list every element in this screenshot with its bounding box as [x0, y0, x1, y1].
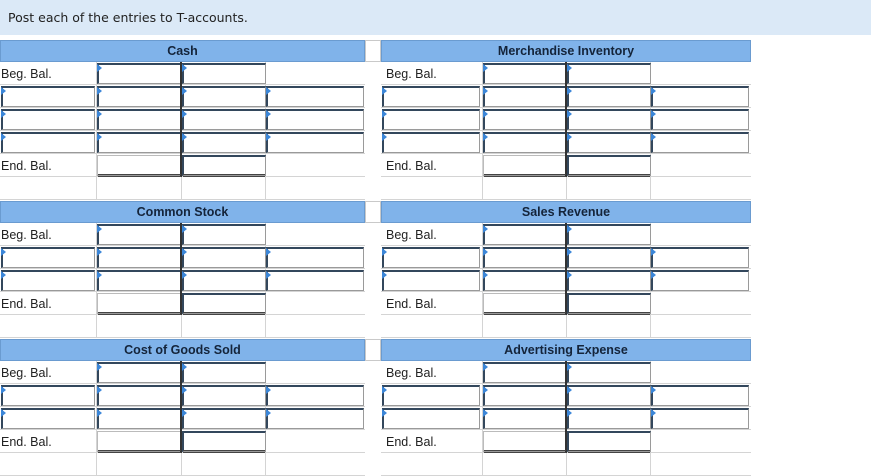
dropdown-flag-icon[interactable] — [266, 87, 271, 95]
entry-input[interactable] — [266, 247, 364, 268]
entry-input[interactable] — [97, 247, 181, 268]
dropdown-flag-icon[interactable] — [266, 409, 271, 417]
beg-balance-input[interactable] — [97, 63, 181, 84]
dropdown-flag-icon[interactable] — [1, 87, 6, 95]
t-account-divider — [565, 131, 567, 154]
dropdown-flag-icon[interactable] — [483, 386, 488, 394]
grid-divider — [265, 177, 266, 200]
beg-bal-label: Beg. Bal. — [1, 67, 52, 81]
account-title-advertising-expense: Advertising Expense — [381, 339, 751, 361]
dropdown-flag-icon[interactable] — [483, 110, 488, 118]
entry-input[interactable] — [483, 132, 567, 153]
end-balance-input[interactable] — [567, 155, 651, 176]
end-balance-input[interactable] — [182, 155, 266, 176]
end-bal-label: End. Bal. — [386, 435, 437, 449]
total-underline — [484, 450, 566, 453]
t-account-divider — [180, 407, 182, 430]
grid-line — [0, 84, 365, 85]
entry-input[interactable] — [651, 109, 749, 130]
grid-divider — [482, 453, 483, 476]
dropdown-flag-icon[interactable] — [182, 363, 187, 371]
t-account-divider — [180, 361, 182, 384]
end-bal-label: End. Bal. — [386, 159, 437, 173]
grid-line — [0, 130, 365, 131]
total-underline — [484, 312, 566, 315]
dropdown-flag-icon[interactable] — [97, 64, 102, 72]
entry-input[interactable] — [1, 408, 95, 429]
grid-divider — [181, 315, 182, 338]
beg-balance-input[interactable] — [567, 63, 651, 84]
end-bal-label: End. Bal. — [1, 297, 52, 311]
end-balance-input[interactable] — [97, 431, 181, 452]
end-balance-input[interactable] — [97, 155, 181, 176]
total-underline — [568, 174, 650, 177]
dropdown-flag-icon[interactable] — [483, 363, 488, 371]
t-account-divider — [180, 131, 182, 154]
entry-input[interactable] — [382, 109, 480, 130]
grid-divider — [265, 315, 266, 338]
dropdown-flag-icon[interactable] — [382, 110, 387, 118]
entry-input[interactable] — [483, 86, 567, 107]
dropdown-flag-icon[interactable] — [182, 110, 187, 118]
grid-line — [0, 383, 365, 384]
grid-divider — [650, 177, 651, 200]
entry-input[interactable] — [483, 270, 567, 291]
dropdown-flag-icon[interactable] — [483, 248, 488, 256]
t-account-divider — [565, 384, 567, 407]
dropdown-flag-icon[interactable] — [651, 271, 656, 279]
t-account-divider — [565, 108, 567, 131]
dropdown-flag-icon[interactable] — [182, 248, 187, 256]
beg-balance-input[interactable] — [483, 362, 567, 383]
entry-input[interactable] — [266, 132, 364, 153]
t-account-divider — [565, 223, 567, 246]
entry-input[interactable] — [182, 247, 266, 268]
column-gap — [365, 40, 381, 62]
dropdown-flag-icon[interactable] — [182, 271, 187, 279]
entry-input[interactable] — [266, 408, 364, 429]
instruction-text: Post each of the entries to T-accounts. — [0, 0, 871, 35]
beg-balance-input[interactable] — [182, 362, 266, 383]
dropdown-flag-icon[interactable] — [567, 64, 572, 72]
header-row — [0, 201, 752, 223]
beg-bal-label: Beg. Bal. — [1, 228, 52, 242]
column-gap — [365, 339, 381, 361]
beg-bal-label: Beg. Bal. — [386, 366, 437, 380]
entry-input[interactable] — [97, 132, 181, 153]
t-account-divider — [180, 223, 182, 246]
account-title-merchandise-inventory: Merchandise Inventory — [381, 40, 751, 62]
entry-input[interactable] — [1, 132, 95, 153]
end-balance-input[interactable] — [97, 293, 181, 314]
grid-line — [0, 107, 365, 108]
end-bal-label: End. Bal. — [386, 297, 437, 311]
dropdown-flag-icon[interactable] — [651, 248, 656, 256]
dropdown-flag-icon[interactable] — [567, 409, 572, 417]
column-gap — [365, 201, 381, 223]
entry-input[interactable] — [182, 408, 266, 429]
total-underline — [98, 174, 181, 177]
grid-divider — [181, 177, 182, 200]
dropdown-flag-icon[interactable] — [651, 87, 656, 95]
t-account-divider — [180, 62, 182, 85]
grid-line — [0, 291, 365, 292]
grid-divider — [566, 453, 567, 476]
dropdown-flag-icon[interactable] — [651, 386, 656, 394]
beg-bal-label: Beg. Bal. — [386, 228, 437, 242]
end-bal-label: End. Bal. — [1, 159, 52, 173]
dropdown-flag-icon[interactable] — [97, 110, 102, 118]
entry-input[interactable] — [382, 132, 480, 153]
total-underline — [183, 174, 265, 177]
beg-bal-label: Beg. Bal. — [386, 67, 437, 81]
dropdown-flag-icon[interactable] — [651, 133, 656, 141]
entry-input[interactable] — [651, 408, 749, 429]
header-row — [0, 339, 752, 361]
t-account-divider — [180, 85, 182, 108]
dropdown-flag-icon[interactable] — [567, 133, 572, 141]
total-underline — [98, 312, 181, 315]
t-account-divider — [180, 384, 182, 407]
entry-input[interactable] — [1, 86, 95, 107]
entry-input[interactable] — [382, 247, 480, 268]
t-account-divider — [180, 108, 182, 131]
dropdown-flag-icon[interactable] — [382, 87, 387, 95]
dropdown-flag-icon[interactable] — [567, 110, 572, 118]
entry-input[interactable] — [483, 385, 567, 406]
account-title-cash: Cash — [0, 40, 365, 62]
entry-input[interactable] — [382, 408, 480, 429]
dropdown-flag-icon[interactable] — [266, 248, 271, 256]
dropdown-flag-icon[interactable] — [1, 386, 6, 394]
dropdown-flag-icon[interactable] — [483, 64, 488, 72]
dropdown-flag-icon[interactable] — [567, 87, 572, 95]
dropdown-flag-icon[interactable] — [266, 110, 271, 118]
entry-input[interactable] — [182, 86, 266, 107]
entry-input[interactable] — [266, 86, 364, 107]
dropdown-flag-icon[interactable] — [567, 271, 572, 279]
beg-balance-input[interactable] — [567, 224, 651, 245]
dropdown-flag-icon[interactable] — [97, 409, 102, 417]
dropdown-flag-icon[interactable] — [1, 271, 6, 279]
dropdown-flag-icon[interactable] — [567, 225, 572, 233]
dropdown-flag-icon[interactable] — [382, 248, 387, 256]
entry-input[interactable] — [567, 132, 651, 153]
entry-input[interactable] — [382, 86, 480, 107]
dropdown-flag-icon[interactable] — [651, 110, 656, 118]
dropdown-flag-icon[interactable] — [182, 386, 187, 394]
dropdown-flag-icon[interactable] — [382, 133, 387, 141]
end-balance-input[interactable] — [182, 431, 266, 452]
grid-divider — [96, 177, 97, 200]
entry-input[interactable] — [182, 270, 266, 291]
grid-divider — [96, 453, 97, 476]
entry-input[interactable] — [97, 86, 181, 107]
end-balance-input[interactable] — [483, 431, 567, 452]
dropdown-flag-icon[interactable] — [182, 409, 187, 417]
dropdown-flag-icon[interactable] — [182, 225, 187, 233]
end-bal-label: End. Bal. — [1, 435, 52, 449]
t-account-divider — [180, 269, 182, 292]
dropdown-flag-icon[interactable] — [182, 64, 187, 72]
dropdown-flag-icon[interactable] — [567, 248, 572, 256]
beg-balance-input[interactable] — [567, 362, 651, 383]
grid-line — [0, 337, 365, 338]
entry-input[interactable] — [1, 247, 95, 268]
dropdown-flag-icon[interactable] — [1, 133, 6, 141]
end-balance-input[interactable] — [483, 155, 567, 176]
entry-input[interactable] — [567, 86, 651, 107]
beg-balance-input[interactable] — [483, 63, 567, 84]
entry-input[interactable] — [483, 408, 567, 429]
entry-input[interactable] — [483, 247, 567, 268]
beg-balance-input[interactable] — [97, 224, 181, 245]
dropdown-flag-icon[interactable] — [266, 271, 271, 279]
total-underline — [183, 450, 265, 453]
entry-input[interactable] — [567, 109, 651, 130]
entry-input[interactable] — [382, 385, 480, 406]
grid-line — [0, 199, 365, 200]
t-account-divider — [180, 246, 182, 269]
t-account-divider — [565, 85, 567, 108]
entry-input[interactable] — [651, 385, 749, 406]
entry-input[interactable] — [182, 109, 266, 130]
entry-input[interactable] — [1, 109, 95, 130]
dropdown-flag-icon[interactable] — [97, 271, 102, 279]
grid-line — [0, 429, 365, 430]
entry-input[interactable] — [266, 109, 364, 130]
entry-input[interactable] — [266, 385, 364, 406]
dropdown-flag-icon[interactable] — [97, 133, 102, 141]
grid-line — [0, 268, 365, 269]
end-balance-input[interactable] — [567, 431, 651, 452]
account-title-cost-of-goods-sold: Cost of Goods Sold — [0, 339, 365, 361]
dropdown-flag-icon[interactable] — [182, 87, 187, 95]
grid-line — [0, 245, 365, 246]
dropdown-flag-icon[interactable] — [651, 409, 656, 417]
grid-divider — [265, 453, 266, 476]
dropdown-flag-icon[interactable] — [266, 133, 271, 141]
total-underline — [568, 450, 650, 453]
grid-divider — [566, 177, 567, 200]
dropdown-flag-icon[interactable] — [483, 133, 488, 141]
grid-line — [0, 153, 365, 154]
entry-input[interactable] — [567, 408, 651, 429]
end-balance-input[interactable] — [182, 293, 266, 314]
end-balance-input[interactable] — [483, 293, 567, 314]
beg-bal-label: Beg. Bal. — [1, 366, 52, 380]
dropdown-flag-icon[interactable] — [567, 363, 572, 371]
dropdown-flag-icon[interactable] — [483, 87, 488, 95]
entry-input[interactable] — [382, 270, 480, 291]
dropdown-flag-icon[interactable] — [1, 409, 6, 417]
total-underline — [98, 450, 181, 453]
entry-input[interactable] — [182, 132, 266, 153]
t-account-divider — [565, 246, 567, 269]
grid-divider — [181, 453, 182, 476]
end-balance-input[interactable] — [567, 293, 651, 314]
dropdown-flag-icon[interactable] — [97, 363, 102, 371]
entry-input[interactable] — [567, 270, 651, 291]
entry-input[interactable] — [1, 270, 95, 291]
dropdown-flag-icon[interactable] — [483, 409, 488, 417]
entry-input[interactable] — [567, 247, 651, 268]
t-account-divider — [565, 269, 567, 292]
dropdown-flag-icon[interactable] — [483, 225, 488, 233]
entry-input[interactable] — [651, 247, 749, 268]
beg-balance-input[interactable] — [182, 224, 266, 245]
total-underline — [183, 312, 265, 315]
entry-input[interactable] — [483, 109, 567, 130]
dropdown-flag-icon[interactable] — [97, 225, 102, 233]
dropdown-flag-icon[interactable] — [97, 248, 102, 256]
beg-balance-input[interactable] — [483, 224, 567, 245]
dropdown-flag-icon[interactable] — [1, 248, 6, 256]
entry-input[interactable] — [266, 270, 364, 291]
beg-balance-input[interactable] — [182, 63, 266, 84]
entry-input[interactable] — [97, 270, 181, 291]
grid-line — [0, 406, 365, 407]
dropdown-flag-icon[interactable] — [1, 110, 6, 118]
entry-input[interactable] — [651, 86, 749, 107]
dropdown-flag-icon[interactable] — [266, 386, 271, 394]
header-row — [0, 40, 752, 62]
entry-input[interactable] — [182, 385, 266, 406]
entry-input[interactable] — [97, 385, 181, 406]
entry-input[interactable] — [97, 408, 181, 429]
entry-input[interactable] — [567, 385, 651, 406]
dropdown-flag-icon[interactable] — [182, 133, 187, 141]
account-title-sales-revenue: Sales Revenue — [381, 201, 751, 223]
dropdown-flag-icon[interactable] — [97, 87, 102, 95]
grid-divider — [566, 315, 567, 338]
t-account-divider — [565, 62, 567, 85]
dropdown-flag-icon[interactable] — [97, 386, 102, 394]
grid-divider — [650, 315, 651, 338]
dropdown-flag-icon[interactable] — [567, 386, 572, 394]
grid-divider — [482, 177, 483, 200]
entry-input[interactable] — [97, 109, 181, 130]
total-underline — [484, 174, 566, 177]
t-account-divider — [565, 407, 567, 430]
entry-input[interactable] — [1, 385, 95, 406]
dropdown-flag-icon[interactable] — [382, 271, 387, 279]
grid-divider — [96, 315, 97, 338]
beg-balance-input[interactable] — [97, 362, 181, 383]
dropdown-flag-icon[interactable] — [382, 386, 387, 394]
t-account-divider — [565, 361, 567, 384]
total-underline — [568, 312, 650, 315]
entry-input[interactable] — [651, 270, 749, 291]
grid-divider — [650, 453, 651, 476]
grid-divider — [482, 315, 483, 338]
entry-input[interactable] — [651, 132, 749, 153]
dropdown-flag-icon[interactable] — [483, 271, 488, 279]
dropdown-flag-icon[interactable] — [382, 409, 387, 417]
account-title-common-stock: Common Stock — [0, 201, 365, 223]
